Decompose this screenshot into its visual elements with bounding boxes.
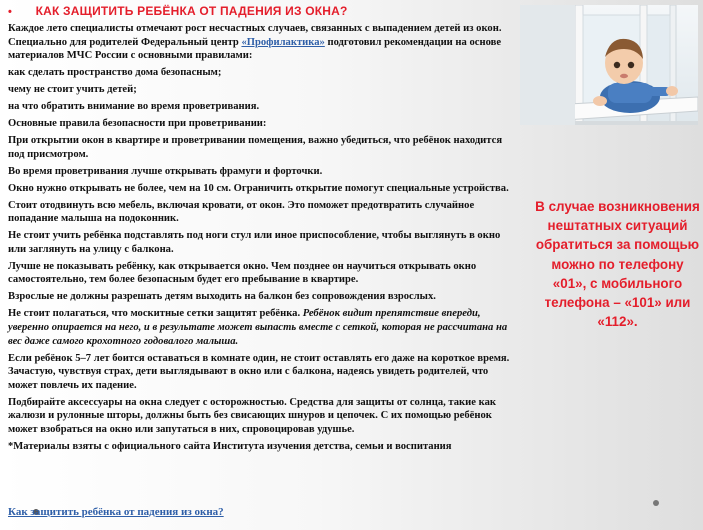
paragraph-3: на что обратить внимание во время проветривания.	[8, 101, 260, 113]
intro-paragraph	[8, 22, 518, 63]
footer-article-link[interactable]: Как защитить ребёнка от падения из окна?	[8, 506, 224, 518]
paragraph-15: *Материалы взяты с официального сайта Института изучения детства, семьи и воспитания	[8, 440, 452, 452]
photo-illustration	[520, 5, 698, 125]
paragraph-7: Окно нужно открывать не более, чем на 10 см. Ограничить открытие помогут специальные устройства.	[8, 182, 509, 194]
paragraph-1: как сделать пространство дома безопасным;	[8, 67, 222, 79]
article-body	[8, 22, 518, 457]
paragraph-9: Не стоит учить ребёнка подставлять под ноги стул или иное приспособление, чтобы выглянуть в окно или заглянуть на улицу с балкона.	[8, 230, 501, 255]
title-text: КАК ЗАЩИТИТЬ РЕБЁНКА ОТ ПАДЕНИЯ ИЗ ОКНА?	[35, 4, 348, 18]
paragraph-13: Если ребёнок 5–7 лет боится оставаться в комнате один, не стоит оставлять его даже на короткое время. Зачастую, чувствуя страх, дети выглядывают в окно или с балкона, надеясь увидеть родителей, что может повлечь их падение.	[8, 352, 510, 391]
paragraph-14: Подбирайте аксессуары на окна следует с осторожностью. Средства для защиты от солнца, такие как жалюзи и рулонные шторы, должны быть без свисающих шнуров и цепочек. С их помощью ребёнок может взобраться на окно или запутаться в них, спровоцировав удушье.	[8, 396, 496, 435]
intro-text-start: Каждое лето специалисты отмечают рост несчастных случаев, связанных с выпадением детей из окон. Специально для родителей Федеральный центр	[8, 23, 502, 48]
decorative-dot	[653, 500, 659, 506]
intro-text-end: подготовил рекомендации на основе материалов МЧС России с основными правилами:	[8, 36, 502, 62]
paragraph-10: Лучше не показывать ребёнку, как открывается окно. Чем позднее он научиться открывать окно самостоятельно, тем более безопасным будет его пребывание в квартире.	[8, 260, 477, 286]
paragraph-6: Во время проветривания лучше открывать фрамуги и форточки.	[8, 165, 323, 177]
emergency-contacts-note: В случае возникновения нештатных ситуаций обратиться за помощью можно по телефону «01», с мобильного телефона – «101» или «112».	[535, 199, 700, 330]
paragraph-12-bold: Не стоит полагаться, что москитные сетки защитят ребёнка.	[8, 308, 303, 320]
paragraph-4: Основные правила безопасности при проветривании:	[8, 118, 267, 130]
paragraph-12-italic: Ребёнок видит препятствие впереди, уверенно опирается на него, и в результате может выпасть вместе с сеткой, которая не рассчитана на вес даже самого крохотного годовалого малыша.	[8, 308, 508, 347]
child-at-window-photo	[520, 5, 698, 125]
paragraph-5: При открытии окон в квартире и проветривании помещения, важно убедиться, что ребёнок находится под присмотром.	[8, 135, 503, 160]
paragraph-8: Стоит отодвинуть всю мебель, включая кровати, от окон. Это поможет предотвратить случайное попадание малыша на подоконник.	[8, 199, 475, 225]
profilaktika-link[interactable]: «Профилактика»	[241, 36, 325, 48]
title-bullet: •	[8, 6, 13, 18]
paragraph-11: Взрослые не должны разрешать детям выходить на балкон без сопровождения взрослых.	[8, 291, 436, 303]
paragraph-2: чему не стоит учить детей;	[8, 84, 137, 96]
paragraph-12	[8, 307, 518, 348]
slide-title	[8, 4, 508, 20]
